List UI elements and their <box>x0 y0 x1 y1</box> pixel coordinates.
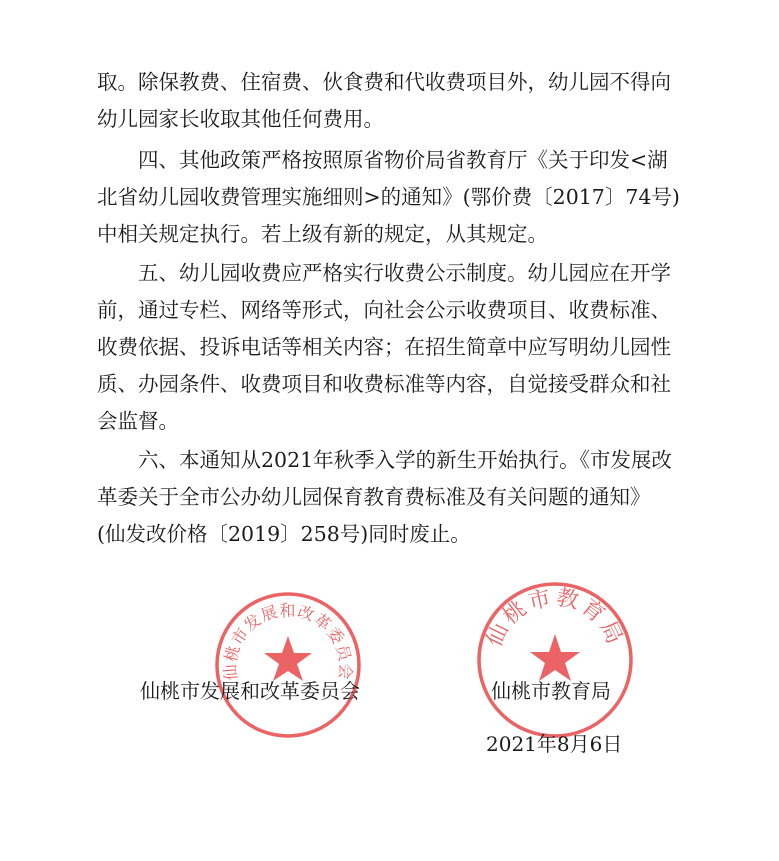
text-line: 会监督。 <box>97 409 179 433</box>
text-line: 五、幼儿园收费应严格实行收费公示制度。幼儿园应在开学 <box>138 261 671 285</box>
text-line: 四、其他政策严格按照原省物价局省教育厅《关于印发<湖 <box>138 148 668 172</box>
paragraph-item-four <box>97 142 683 253</box>
paragraph-item-six <box>97 442 683 553</box>
svg-text:仙桃市发展和改革委员会: 仙桃市发展和改革委员会 <box>220 600 356 682</box>
text-line: 中相关规定执行。若上级有新的规定，从其规定。 <box>97 222 548 246</box>
official-seal-left <box>213 590 363 740</box>
signature-org-right: 仙桃市教育局 <box>491 679 611 703</box>
text-line: 六、本通知从2021年秋季入学的新生开始执行。《市发展改 <box>138 448 672 472</box>
text-line: 收费依据、投诉电话等相关内容；在招生简章中应写明幼儿园性 <box>97 335 671 359</box>
text-line: 幼儿园家长收取其他任何费用。 <box>97 107 384 131</box>
text-line: 取。除保教费、住宿费、伙食费和代收费项目外，幼儿园不得向 <box>97 70 671 94</box>
text-line: 革委关于全市公办幼儿园保育教育费标准及有关问题的通知》 <box>97 485 651 509</box>
paragraph-item-five <box>97 255 683 440</box>
signature-org-left: 仙桃市发展和改革委员会 <box>140 679 360 703</box>
signature-date: 2021年8月6日 <box>486 732 623 756</box>
official-seal-right <box>475 580 635 740</box>
text-line: (仙发改价格〔2019〕258号)同时废止。 <box>97 522 471 546</box>
star-icon <box>530 634 580 681</box>
text-line: 前，通过专栏、网络等形式，向社会公示收费项目、收费标准、 <box>97 298 671 322</box>
paragraph-continuation <box>97 64 683 138</box>
text-line: 质、办园条件、收费项目和收费标准等内容，自觉接受群众和社 <box>97 372 671 396</box>
svg-text:仙桃市教育局: 仙桃市教育局 <box>482 585 628 651</box>
text-line: 北省幼儿园收费管理实施细则>的通知》(鄂价费〔2017〕74号) <box>97 185 680 209</box>
